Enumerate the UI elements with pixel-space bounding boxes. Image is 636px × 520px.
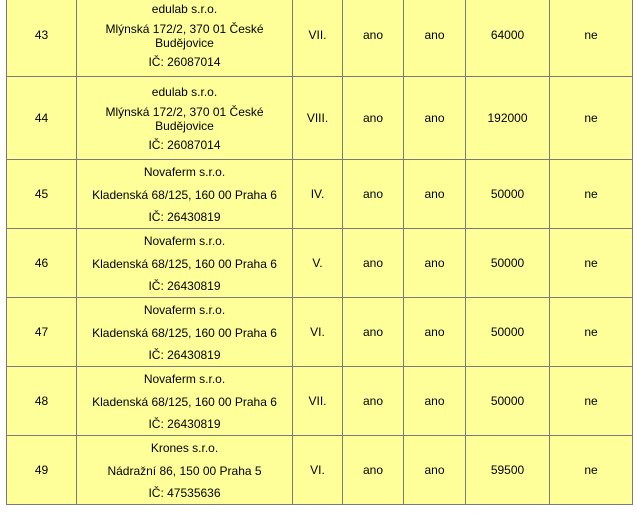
company-ic: IČ: 26087014 [148,54,221,69]
period-cell: IV. [293,160,343,229]
table-row [7,0,633,77]
period-cell: VIII. [293,77,343,160]
supplier-cell [77,229,293,298]
row-number: 46 [7,229,77,298]
row-number: 43 [7,0,77,77]
supplier-cell [77,298,293,367]
amount-cell: 50000 [466,229,550,298]
company-name: Novaferm s.r.o. [143,164,226,179]
supplier-cell [77,77,293,160]
address [79,105,290,133]
flag-cell-2: ano [404,298,466,367]
period-cell: VII. [293,367,343,436]
row-number: 45 [7,160,77,229]
amount-cell: 59500 [466,436,550,505]
flag-cell-3: ne [550,0,633,77]
company-ic: IČ: 26430819 [148,347,221,362]
flag-cell-3: ne [550,160,633,229]
flag-cell-3: ne [550,436,633,505]
supplier-cell [77,367,293,436]
amount-cell: 50000 [466,298,550,367]
address-line-1: Kladenská 68/125, 160 00 Praha 6 [92,187,277,202]
supplier-cell [77,436,293,505]
table-row [7,367,633,436]
flag-cell-1: ano [343,160,404,229]
address-line-1: Kladenská 68/125, 160 00 Praha 6 [92,325,277,340]
supplier-cell [77,160,293,229]
company-name: edulab s.r.o. [151,84,218,99]
row-number: 44 [7,77,77,160]
flag-cell-2: ano [404,229,466,298]
data-table [6,0,633,505]
company-name: Novaferm s.r.o. [143,233,226,248]
flag-cell-2: ano [404,77,466,160]
address [79,22,290,50]
company-ic: IČ: 26430819 [148,209,221,224]
flag-cell-3: ne [550,77,633,160]
flag-cell-3: ne [550,229,633,298]
flag-cell-1: ano [343,298,404,367]
row-number: 48 [7,367,77,436]
company-ic: IČ: 26430819 [148,416,221,431]
address-line-2: Budějovice [155,35,214,50]
flag-cell-3: ne [550,298,633,367]
company-ic: IČ: 47535636 [148,485,221,500]
row-number: 49 [7,436,77,505]
address-line-1: Mlýnská 172/2, 370 01 České [105,104,264,119]
company-name: Novaferm s.r.o. [143,302,226,317]
address-line-1: Nádražní 86, 150 00 Praha 5 [107,463,262,478]
table-row [7,298,633,367]
flag-cell-1: ano [343,367,404,436]
amount-cell: 50000 [466,160,550,229]
period-cell: VII. [293,0,343,77]
company-name: Novaferm s.r.o. [143,371,226,386]
table-row [7,229,633,298]
flag-cell-1: ano [343,436,404,505]
amount-cell: 192000 [466,77,550,160]
flag-cell-2: ano [404,436,466,505]
flag-cell-1: ano [343,0,404,77]
table-row [7,436,633,505]
period-cell: VI. [293,298,343,367]
company-name: edulab s.r.o. [151,1,218,16]
period-cell: V. [293,229,343,298]
amount-cell: 50000 [466,367,550,436]
flag-cell-1: ano [343,229,404,298]
flag-cell-2: ano [404,0,466,77]
supplier-cell [77,0,293,77]
address-line-1: Mlýnská 172/2, 370 01 České [105,21,264,36]
period-cell: VI. [293,436,343,505]
address-line-2: Budějovice [155,118,214,133]
flag-cell-2: ano [404,160,466,229]
amount-cell: 64000 [466,0,550,77]
address-line-1: Kladenská 68/125, 160 00 Praha 6 [92,256,277,271]
company-ic: IČ: 26087014 [148,137,221,152]
address-line-1: Kladenská 68/125, 160 00 Praha 6 [92,394,277,409]
flag-cell-1: ano [343,77,404,160]
table-row [7,160,633,229]
company-name: Krones s.r.o. [150,440,219,455]
table-row [7,77,633,160]
flag-cell-3: ne [550,367,633,436]
company-ic: IČ: 26430819 [148,278,221,293]
row-number: 47 [7,298,77,367]
flag-cell-2: ano [404,367,466,436]
